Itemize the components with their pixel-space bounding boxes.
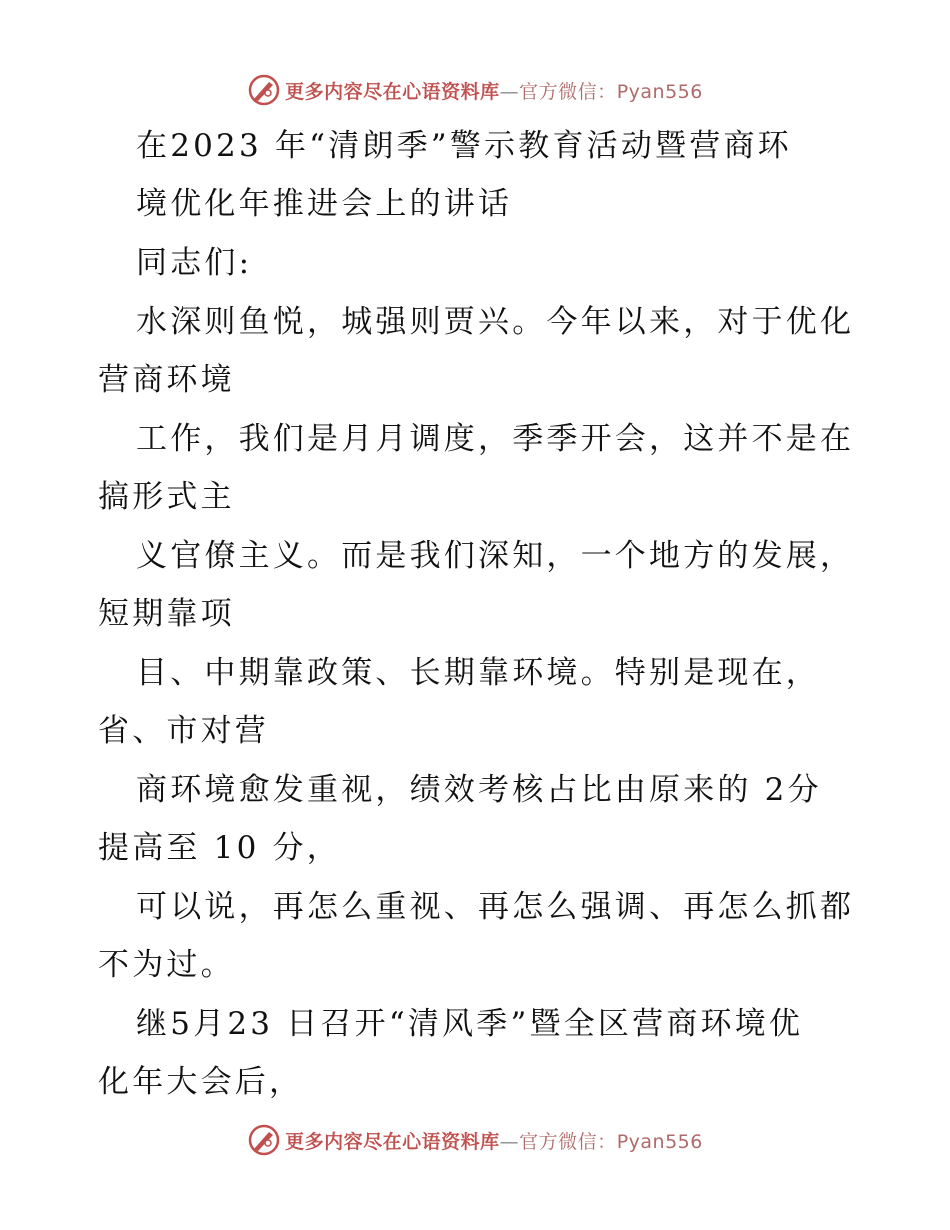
footer-watermark — [0, 1120, 950, 1160]
pen-logo-icon — [247, 73, 281, 107]
doc-line: 目、中期靠政策、长期靠环境。特别是现在， — [136, 655, 820, 691]
doc-line: 水深则鱼悦，城强则贾兴。今年以来，对于优化 — [136, 304, 855, 340]
doc-line: 继5月23 日召开“清风季”暨全区营商环境优 — [136, 1006, 804, 1042]
doc-line: 化年大会后， — [98, 1064, 304, 1100]
watermark-dash: — — [499, 80, 520, 103]
doc-line: 营商环境 — [98, 362, 235, 398]
watermark-label: 官方微信： — [519, 1130, 617, 1153]
watermark-site: 更多内容尽在心语资料库 — [285, 80, 500, 103]
watermark-dash: — — [499, 1130, 520, 1153]
doc-title-line-2: 境优化年推进会上的讲话 — [136, 186, 513, 222]
watermark-site: 更多内容尽在心语资料库 — [285, 1130, 500, 1153]
doc-line: 提高至 10 分， — [98, 830, 341, 866]
doc-line: 搞形式主 — [98, 479, 235, 515]
header-watermark — [0, 70, 950, 110]
doc-line: 短期靠项 — [98, 596, 235, 632]
pen-logo-icon — [247, 1123, 281, 1157]
doc-line: 不为过。 — [98, 947, 235, 983]
doc-line: 可以说，再怎么重视、再怎么强调、再怎么抓都 — [136, 889, 855, 925]
doc-title-line-1: 在2023 年“清朗季”警示教育活动暨营商环 — [136, 128, 792, 164]
doc-line: 工作，我们是月月调度，季季开会，这并不是在 — [136, 421, 855, 457]
doc-salutation: 同志们: — [136, 245, 253, 281]
watermark-wechat: Pyan556 — [616, 80, 703, 103]
watermark-wechat: Pyan556 — [616, 1130, 703, 1153]
doc-line: 省、市对营 — [98, 713, 269, 749]
watermark-label: 官方微信： — [519, 80, 617, 103]
doc-line: 义官僚主义。而是我们深知，一个地方的发展， — [136, 538, 855, 574]
doc-line: 商环境愈发重视，绩效考核占比由原来的 2分 — [136, 772, 822, 808]
